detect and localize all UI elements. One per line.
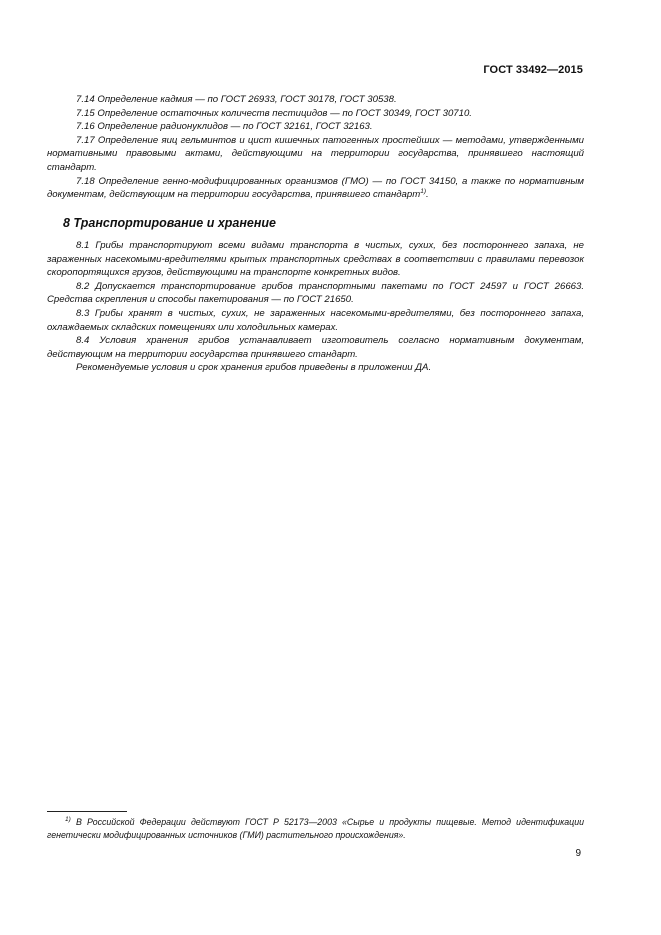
- section-7-continuation: [47, 93, 584, 202]
- clause-text: Условия хранения грибов устанавливает изготовитель согласно нормативным документам, действующим на территории государства принявшего стандарт.: [47, 335, 584, 360]
- footnote-reference[interactable]: 1): [420, 188, 426, 196]
- section-8-heading: 8 Транспортирование и хранение: [63, 216, 277, 230]
- footnote: [47, 816, 584, 842]
- clause-8-2: [47, 280, 584, 307]
- clause-text: Определение генно-модифицированных организмов (ГМО) — по ГОСТ 34150, а также по нормативным документам, действующим на территории государства, принявшего стандарт: [47, 175, 584, 201]
- clause-text: Рекомендуемые условия и срок хранения грибов приведены в приложении ДА.: [76, 362, 432, 374]
- clause-tail: .: [426, 189, 429, 201]
- clause-7-14: [47, 93, 584, 107]
- clause-text: Определение кадмия — по ГОСТ 26933, ГОСТ 30178, ГОСТ 30538.: [97, 94, 397, 105]
- clause-number: 7.16: [76, 121, 95, 133]
- footnote-separator: [47, 811, 127, 812]
- clause-number: 7.18: [76, 175, 95, 187]
- clause-8-4-note: [47, 361, 584, 375]
- footnote-marker: 1): [65, 816, 71, 823]
- clause-text: Определение радионуклидов — по ГОСТ 32161, ГОСТ 32163.: [97, 121, 373, 133]
- clause-8-3: [47, 307, 584, 334]
- clause-7-16: [47, 120, 584, 134]
- clause-number: 8.2: [76, 280, 90, 292]
- clause-number: 8.4: [76, 335, 90, 347]
- clause-number: 8.1: [76, 240, 90, 251]
- clause-number: 7.14: [76, 94, 95, 105]
- clause-text: Допускается транспортирование грибов транспортными пакетами по ГОСТ 24597 и ГОСТ 26663. Средства скрепления и способы пакетирования — по ГОСТ 21650.: [47, 280, 584, 306]
- clause-7-18: [47, 175, 584, 202]
- clause-number: 7.17: [76, 134, 95, 146]
- page-number: 9: [575, 848, 581, 859]
- clause-7-15: [47, 107, 584, 121]
- footnote-text: В Российской Федерации действуют ГОСТ Р 52173—2003 «Сырье и продукты пищевые. Метод идентификации генетически модифицированных источников (ГМИ) растительного происхождения».: [47, 817, 584, 840]
- clause-8-4: [47, 334, 584, 361]
- clause-number: 8.3: [76, 307, 90, 319]
- clause-text: Грибы хранят в чистых, сухих, не зараженных насекомыми-вредителями, без постороннего запаха, охлаждаемых складских помещениях или холодильных камерах.: [47, 307, 585, 333]
- section-8-body: [47, 239, 584, 375]
- document-code: ГОСТ 33492—2015: [483, 64, 583, 76]
- clause-text: Определение яиц гельминтов и цист кишечных патогенных простейших — методами, утвержденными нормативными правовыми актами, действующими на территории государства, принявшего настоящий стандарт.: [47, 134, 584, 173]
- clause-text: Грибы транспортируют всеми видами транспорта в чистых, сухих, без постороннего запаха, не зараженных насекомыми-вредителями крытых транспортных средствах в соответствии с правилами перевозок скоропортящихся грузов, действующими на транспорте конкретных видов.: [47, 240, 584, 279]
- clause-text: Определение остаточных количеств пестицидов — по ГОСТ 30349, ГОСТ 30710.: [97, 107, 472, 119]
- clause-number: 7.15: [76, 107, 95, 119]
- clause-8-1: [47, 239, 584, 280]
- clause-7-17: [47, 134, 584, 175]
